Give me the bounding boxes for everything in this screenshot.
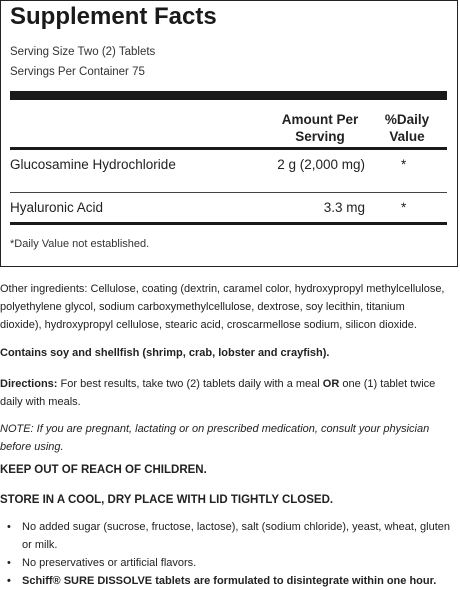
directions-label: Directions: [0,378,58,390]
facts-thick-divider [10,91,447,100]
other-ingredients [0,280,448,334]
daily-value-footnote: *Daily Value not established. [10,238,150,250]
list-item-text: No added sugar (sucrose, fructose, lactose), salt (sodium chloride), yeast, wheat, gluten or milk. [22,521,450,551]
row-divider [10,192,447,193]
children-warning: KEEP OUT OF REACH OF CHILDREN. [0,464,207,476]
other-ingredients-text: Cellulose, coating (dextrin, caramel color, hydroxypropyl methylcellulose, polyethylene glycol, sodium carboxymethylcellulose, dextrose, soy lecithin, titanium dioxide), hydroxypropyl cellulose, stearic acid, croscarmellose sodium, silicon dioxide. [0,283,445,331]
servings-per-container: Servings Per Container 75 [10,66,145,78]
list-item-text: No preservatives or artificial flavors. [22,557,197,569]
nutrient-daily-value: * [401,157,407,172]
nutrient-name: Glucosamine Hydrochloride [10,157,176,172]
nutrient-name: Hyaluronic Acid [10,200,104,215]
directions-text: one (1) tablet twice daily with meals. [0,378,436,408]
storage-instructions: STORE IN A COOL, DRY PLACE WITH LID TIGHTLY CLOSED. [0,494,334,506]
allergen-statement: Contains soy and shellfish (shrimp, crab, lobster and crayfish). [0,347,330,359]
header-divider [10,147,447,150]
directions-or: OR [322,378,340,390]
column-header-daily-value: %Daily Value [384,112,430,144]
supplement-facts-panel [0,0,458,267]
list-item-text: Schiff® SURE DISSOLVE tablets are formulated to disintegrate within one hour. [22,575,437,587]
nutrient-daily-value: * [401,200,407,215]
column-header-amount: Amount Per Serving [281,112,359,144]
pregnancy-note: NOTE: If you are pregnant, lactating or on prescribed medication, consult your physician before using. [0,423,430,453]
list-item [0,518,450,554]
list-item [0,554,450,572]
directions [0,375,448,411]
bullet-icon: • [7,557,11,569]
directions-text: For best results, take two (2) tablets daily with a meal [57,378,323,390]
facts-title: Supplement Facts [10,3,217,30]
bullet-icon: • [7,521,11,533]
serving-size: Serving Size Two (2) Tablets [10,46,156,58]
feature-list [0,518,450,590]
bottom-divider [10,222,447,225]
list-item [0,572,450,590]
bullet-icon: • [7,575,11,587]
other-ingredients-label: Other ingredients: [0,283,88,295]
nutrient-amount: 2 g (2,000 mg) [277,157,365,172]
nutrient-amount: 3.3 mg [323,200,365,215]
